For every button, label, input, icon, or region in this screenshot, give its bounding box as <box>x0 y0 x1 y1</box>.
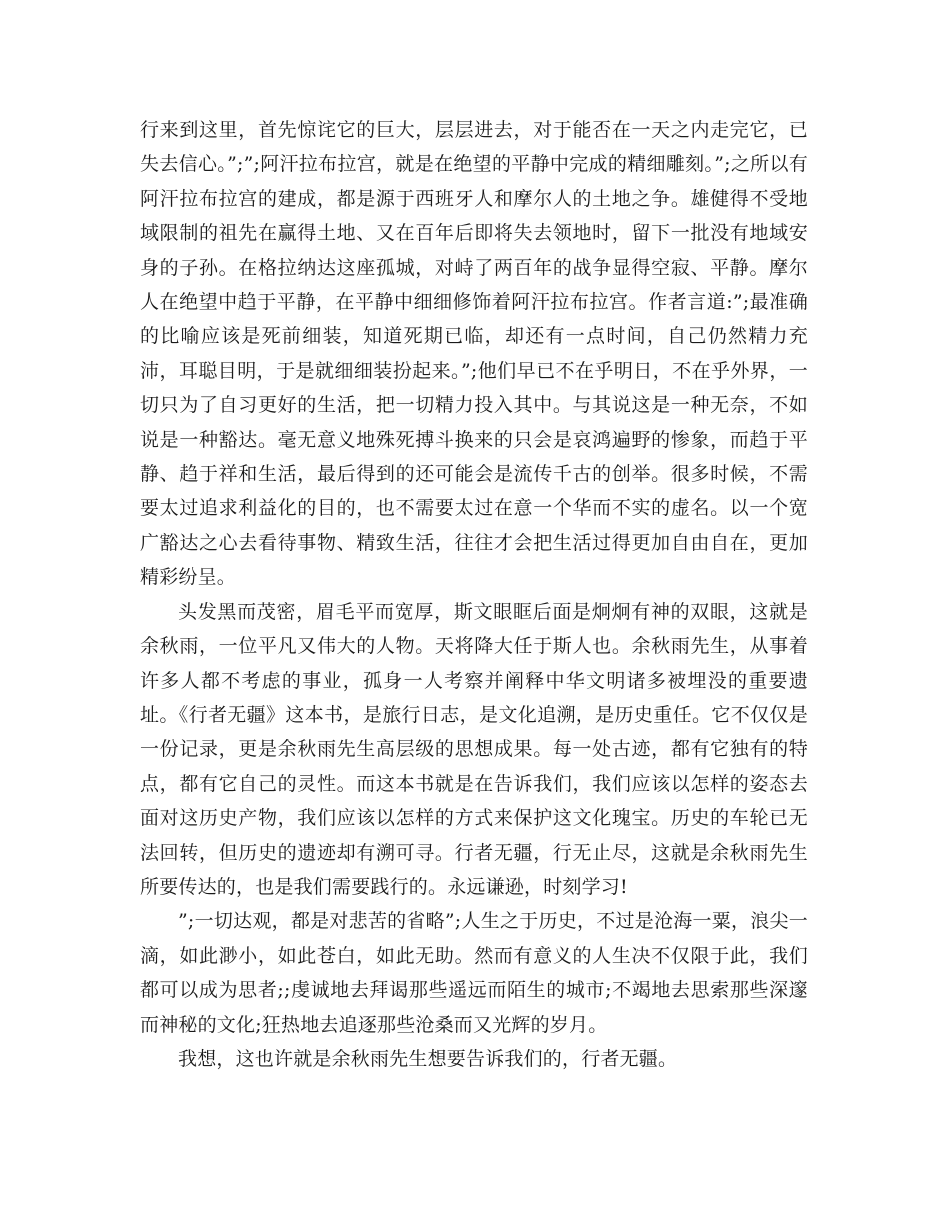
paragraph-author-portrait: 头发黑而茂密，眉毛平而宽厚，斯文眼眶后面是炯炯有神的双眼，这就是余秋雨，一位平凡又伟大的人物。天将降大任于斯人也。余秋雨先生，从事着许多人都不考虑的事业，孤身一人考察并阐释中华文明诸多被埋没的重要遗址。《行者无疆》这本书，是旅行日志，是文化追溯，是历史重任。它不仅仅是一份记录，更是余秋雨先生高层级的思想成果。每一处古迹，都有它独有的特点，都有它自己的灵性。而这本书就是在告诉我们，我们应该以怎样的姿态去面对这历史产物，我们应该以怎样的方式来保护这文化瑰宝。历史的车轮已无法回转，但历史的遗迹却有溯可寻。行者无疆，行无止尽，这就是余秋雨先生所要传达的，也是我们需要践行的。永远谦逊，时刻学习! <box>140 600 808 898</box>
document-body <box>140 113 808 1076</box>
paragraph-conclusion: 我想，这也许就是余秋雨先生想要告诉我们的，行者无疆。 <box>178 1047 678 1070</box>
paragraph-philosophy: ”;一切达观，都是对悲苦的省略”;人生之于历史，不过是沧海一粟，浪尖一滴，如此渺小，如此苍白，如此无助。然而有意义的人生决不仅限于此，我们都可以成为思者;;虔诚地去拜谒那些遥远而陌生的城市;不竭地去思索那些深邃而神秘的文化;狂热地去追逐那些沧桑而又光辉的岁月。 <box>140 910 808 1036</box>
paragraph-continued: 行来到这里，首先惊诧它的巨大，层层进去，对于能否在一天之内走完它，已失去信心。”;”;阿汗拉布拉宫，就是在绝望的平静中完成的精细雕刻。”;之所以有阿汗拉布拉宫的建成，都是源于西班牙人和摩尔人的土地之争。雄健得不受地域限制的祖先在赢得土地、又在百年后即将失去领地时，留下一批没有地域安身的子孙。在格拉纳达这座孤城，对峙了两百年的战争显得空寂、平静。摩尔人在绝望中趋于平静，在平静中细细修饰着阿汗拉布拉宫。作者言道:”;最准确的比喻应该是死前细装，知道死期已临，却还有一点时间，自己仍然精力充沛，耳聪目明，于是就细细装扮起来。”;他们早已不在乎明日，不在乎外界，一切只为了自习更好的生活，把一切精力投入其中。与其说这是一种无奈，不如说是一种豁达。毫无意义地殊死搏斗换来的只会是哀鸿遍野的惨象，而趋于平静、趋于祥和生活，最后得到的还可能会是流传千古的创举。很多时候，不需要太过追求利益化的目的，也不需要太过在意一个华而不实的虚名。以一个宽广豁达之心去看待事物、精致生活，往往才会把生活过得更加自由自在，更加精彩纷呈。 <box>140 119 808 589</box>
